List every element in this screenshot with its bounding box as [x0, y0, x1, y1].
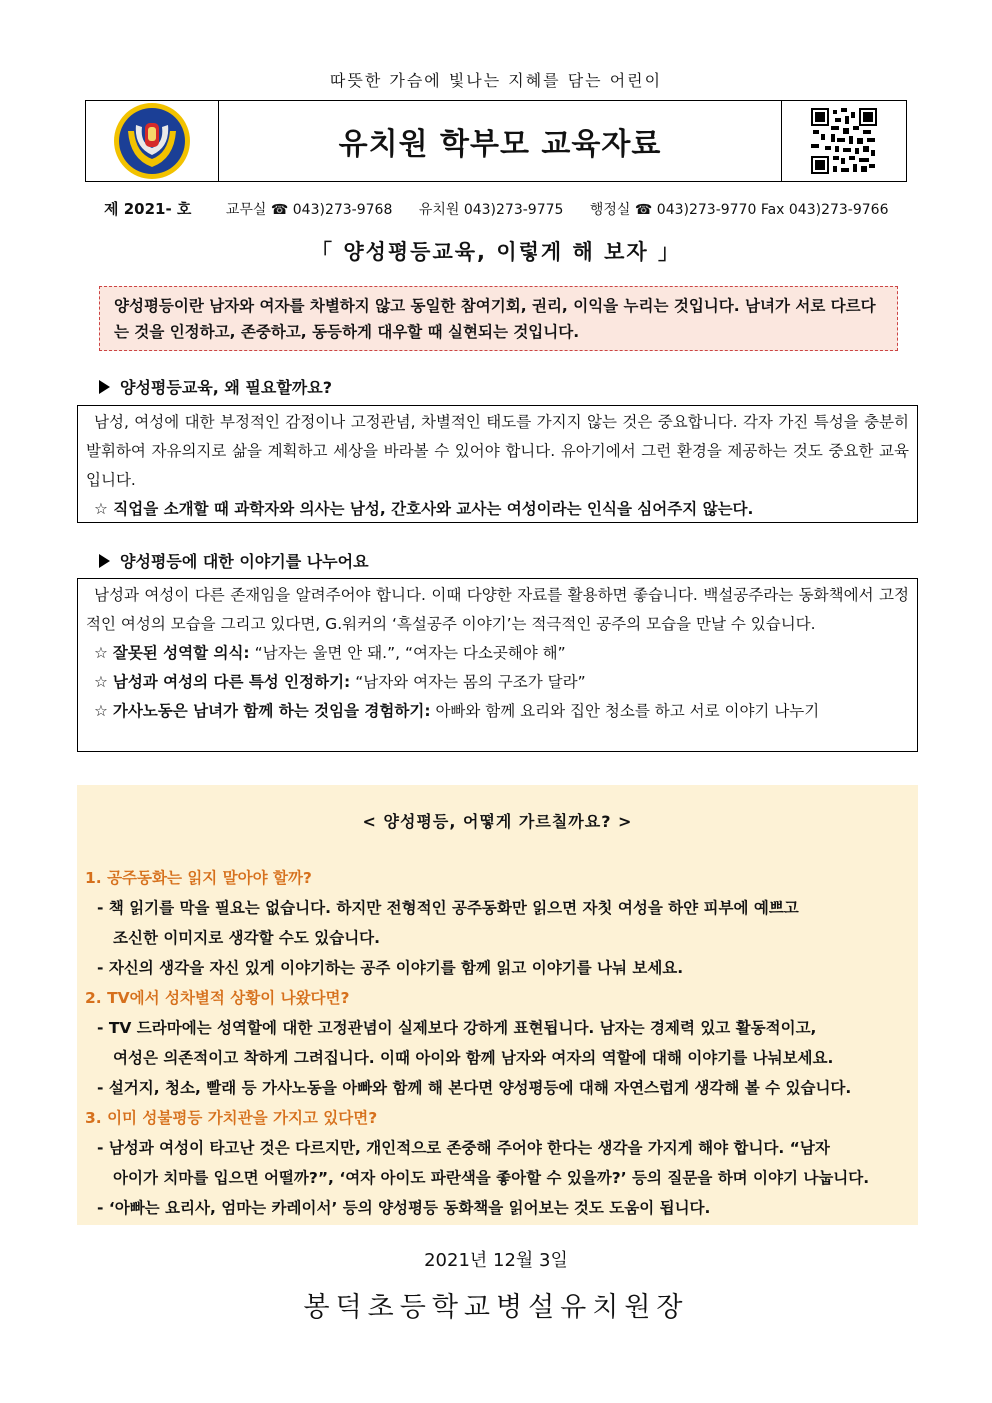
section2-tip: [86, 697, 909, 726]
guide-answer-cont: 여성은 의존적이고 착하게 그려집니다. 이때 아이와 함께 남자와 여자의 역할에 대해 이야기를 나눠보세요.: [113, 1049, 834, 1067]
qr-code-icon: [811, 108, 877, 174]
guide-question-1: 1. 공주동화는 읽지 말아야 할까?: [85, 869, 312, 887]
guide-answer: - 설거지, 청소, 빨래 등 가사노동을 아빠와 함께 해 본다면 양성평등에 대해 자연스럽게 생각해 볼 수 있습니다.: [97, 1079, 852, 1097]
section2-tip: [86, 639, 909, 668]
school-emblem-icon: [112, 101, 192, 181]
section2-tip: [86, 668, 909, 697]
motto: 따뜻한 가슴에 빛나는 지혜를 담는 어린이: [329, 71, 663, 90]
tip-text: “남자와 여자는 몸의 구조가 달라”: [355, 673, 586, 691]
guide-question-3: 3. 이미 성불평등 가치관을 가지고 있다면?: [85, 1109, 378, 1127]
section1-box: [77, 405, 918, 523]
tip-text: 아빠와 함께 요리와 집안 청소를 하고 서로 이야기 나누기: [435, 702, 820, 720]
tip-label: 남성과 여성의 다른 특성 인정하기:: [112, 673, 351, 691]
guide-box: [77, 785, 918, 1225]
signer: 봉덕초등학교병설유치원장: [303, 1292, 689, 1323]
issue-date: 2021년 12월 3일: [424, 1250, 568, 1271]
guide-answer-cont: 조신한 이미지로 생각할 수도 있습니다.: [113, 929, 381, 947]
section2-heading: [99, 549, 369, 572]
triangle-arrow-icon: [99, 380, 110, 394]
guide-answer-cont: 아이가 치마를 입으면 어떨까?”, ‘여자 아이도 파란색을 좋아할 수 있을까?’ 등의 질문을 하며 이야기 나눕니다.: [113, 1169, 870, 1187]
star-icon: ☆: [94, 702, 108, 720]
section1-tip: ☆ 직업을 소개할 때 과학자와 의사는 남성, 간호사와 교사는 여성이라는 인식을 심어주지 않는다.: [94, 500, 754, 518]
star-icon: ☆: [94, 644, 108, 662]
intro-box: 양성평등이란 남자와 여자를 차별하지 않고 동일한 참여기회, 권리, 이익을 누리는 것입니다. 남녀가 서로 다르다는 것을 인정하고, 존중하고, 동등하게 대우할 때 실현되는 것입니다.: [99, 286, 898, 351]
guide-answer: - 책 읽기를 막을 필요는 없습니다. 하지만 전형적인 공주동화만 읽으면 자칫 여성을 하얀 피부에 예쁘고: [97, 899, 799, 917]
qr-cell: [781, 101, 906, 181]
document-title: 「 양성평등교육, 이렇게 해 보자 」: [311, 240, 681, 264]
guide-answer: - ‘아빠는 요리사, 엄마는 카레이서’ 등의 양성평등 동화책을 읽어보는 것도 도움이 됩니다.: [97, 1199, 711, 1217]
header-table: [85, 100, 907, 182]
section1-heading-text: 양성평등교육, 왜 필요할까요?: [120, 378, 332, 397]
tip-text: “남자는 울면 안 돼.”, “여자는 다소곳해야 해”: [254, 644, 566, 662]
guide-answer: - TV 드라마에는 성역할에 대한 고정관념이 실제보다 강하게 표현됩니다. 남자는 경제력 있고 활동적이고,: [97, 1019, 817, 1037]
contact-line: [104, 198, 904, 219]
page-title: 유치원 학부모 교육자료: [338, 127, 662, 162]
tip-label: 가사노동은 남녀가 함께 하는 것임을 경험하기:: [112, 702, 431, 720]
office-phone: 교무실 ☎ 043)273-9768: [225, 202, 393, 218]
guide-title: < 양성평등, 어떻게 가르칠까요? >: [362, 812, 633, 831]
logo-cell: [86, 101, 219, 181]
star-icon: ☆: [94, 673, 108, 691]
guide-answer: - 자신의 생각을 자신 있게 이야기하는 공주 이야기를 함께 읽고 이야기를 나눠 보세요.: [97, 959, 684, 977]
guide-question-2: 2. TV에서 성차별적 상황이 나왔다면?: [85, 989, 350, 1007]
admin-phone: 행정실 ☎ 043)273-9770 Fax 043)273-9766: [589, 202, 889, 218]
section1-heading: [99, 375, 332, 398]
section2-heading-text: 양성평등에 대한 이야기를 나누어요: [120, 552, 369, 571]
guide-answer: - 남성과 여성이 타고난 것은 다르지만, 개인적으로 존중해 주어야 한다는 생각을 가지게 해야 합니다. “남자: [97, 1139, 830, 1157]
section2-body: 남성과 여성이 다른 존재임을 알려주어야 합니다. 이때 다양한 자료를 활용하면 좋습니다. 백설공주라는 동화책에서 고정적인 여성의 모습을 그리고 있다면, G.워커의 ‘흑설공주 이야기’는 적극적인 공주의 모습을 만날 수 있습니다.: [86, 586, 909, 633]
tip-label: 잘못된 성역할 의식:: [112, 644, 250, 662]
kinder-phone: 유치원 043)273-9775: [418, 202, 564, 218]
section2-box: [77, 578, 918, 752]
issue-number: 제 2021- 호: [104, 200, 192, 218]
section1-body: 남성, 여성에 대한 부정적인 감정이나 고정관념, 차별적인 태도를 가지지 않는 것은 중요합니다. 각자 가진 특성을 충분히 발휘하여 자유의지로 삶을 계획하고 세상을 바라볼 수 있어야 합니다. 유아기에서 그런 환경을 제공하는 것도 중요한 교육입니다.: [86, 413, 909, 489]
triangle-arrow-icon: [99, 554, 110, 568]
